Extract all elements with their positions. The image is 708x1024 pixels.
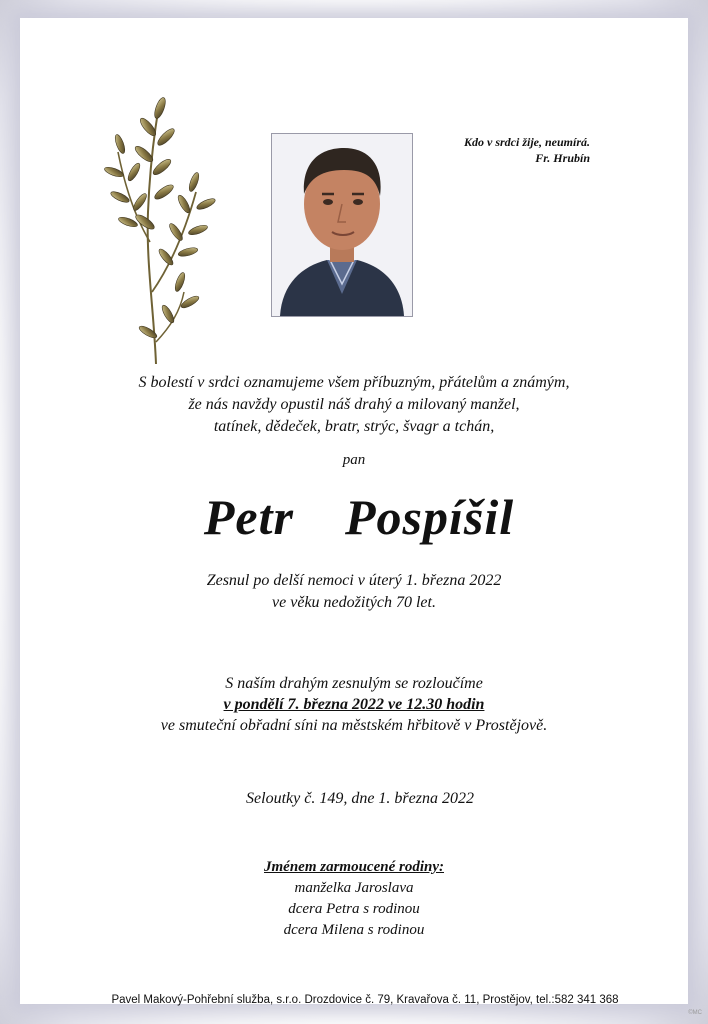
portrait-image xyxy=(272,134,412,316)
farewell-info xyxy=(0,673,708,736)
farewell-location: ve smuteční obřadní síni na městském hřbitově v Prostějově. xyxy=(160,717,548,734)
intro-line-1: S bolestí v srdci oznamujeme všem příbuzným, přátelům a známým, xyxy=(138,374,570,391)
title-word: pan xyxy=(342,452,366,468)
family-signature xyxy=(0,857,708,941)
intro-line-2: že nás navždy opustil náš drahý a milovaný manžel, xyxy=(188,396,520,413)
family-member: dcera Petra s rodinou xyxy=(288,901,420,917)
family-heading: Jménem zarmoucené rodiny: xyxy=(264,859,444,875)
death-info xyxy=(0,570,708,614)
intro-line-3: tatínek, dědeček, bratr, strýc, švagr a tchán, xyxy=(213,418,495,435)
place-and-date: Seloutky č. 149, dne 1. března 2022 xyxy=(246,790,474,807)
portrait-photo xyxy=(271,133,413,317)
watermark: ©MC xyxy=(688,1010,702,1016)
funeral-service-footer: Pavel Makový-Pohřební služba, s.r.o. Drozdovice č. 79, Kravařova č. 11, Prostějov, tel.:582 341 368 xyxy=(111,994,619,1006)
quote-text: Kdo v srdci žije, neumírá. xyxy=(463,135,590,149)
death-date-line: Zesnul po delší nemoci v úterý 1. března 2022 xyxy=(206,572,502,589)
farewell-datetime: v pondělí 7. března 2022 ve 12.30 hodin xyxy=(223,696,485,713)
quote-author: Fr. Hrubín xyxy=(535,151,590,165)
age-line: ve věku nedožitých 70 let. xyxy=(272,594,436,611)
farewell-line-1: S naším drahým zesnulým se rozloučíme xyxy=(225,675,483,692)
deceased-name: Petr Pospíšil xyxy=(203,489,515,545)
family-member: manželka Jaroslava xyxy=(294,880,414,896)
announcement-text xyxy=(60,372,648,438)
laurel-branch-icon xyxy=(100,92,230,372)
motto-quote xyxy=(400,134,590,166)
family-member: dcera Milena s rodinou xyxy=(283,922,425,938)
